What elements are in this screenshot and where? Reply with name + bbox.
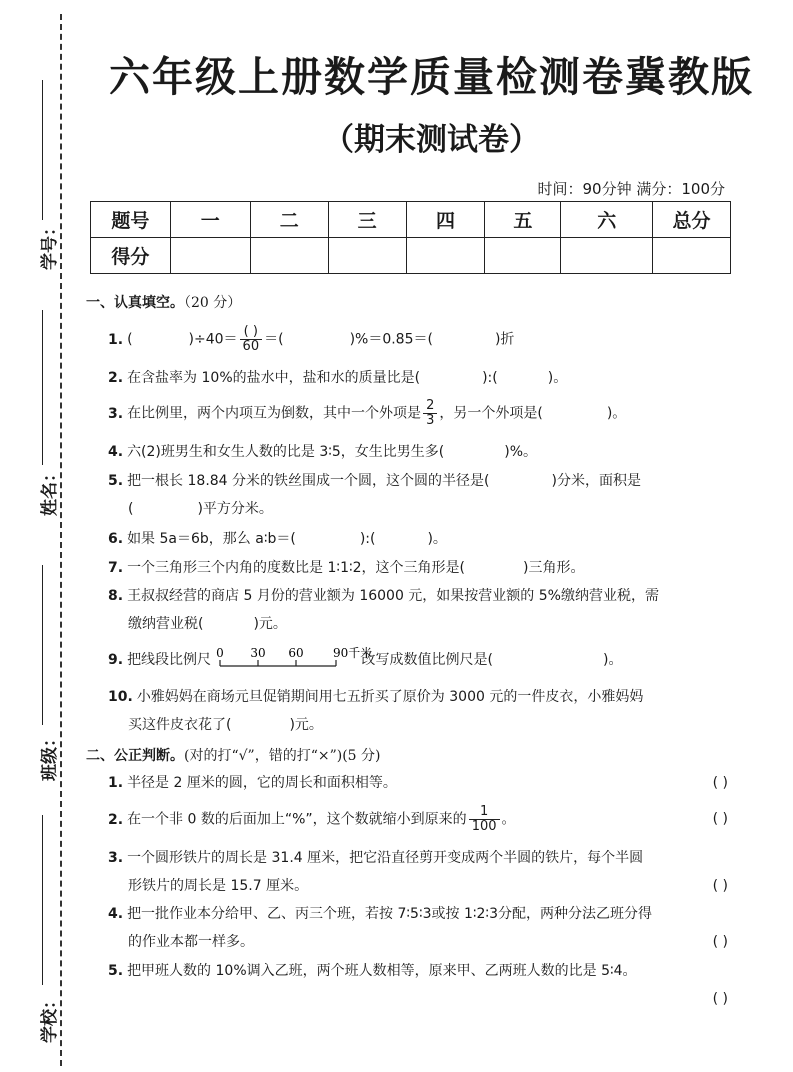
score-header-cell: 二: [250, 202, 328, 238]
section2-title: 二、公正判断。: [86, 748, 184, 764]
q-text: ＝(: [264, 331, 284, 348]
question-number: 4.: [108, 444, 124, 460]
question-continuation: [108, 495, 728, 523]
class-label: 班级：: [40, 730, 60, 781]
student-id-line: [42, 80, 43, 220]
question-continuation: [108, 610, 728, 638]
question-continuation: [108, 711, 728, 739]
student-id-label: 学号：: [40, 219, 60, 270]
q-text: 。: [501, 811, 516, 828]
question-2-4: [108, 900, 728, 956]
question-1-10: [108, 683, 728, 739]
q-text: 小雅妈妈在商场元旦促销期间用七五折买了原价为 3000 元的一件皮衣，小雅妈妈: [136, 689, 644, 705]
q-text: 一个圆形铁片的周长是 31.4 厘米，把它沿直径剪开变成两个半圆的铁片，每个半圆: [127, 850, 644, 866]
question-number: 2.: [108, 811, 124, 828]
exam-title: 六年级上册数学质量检测卷冀教版: [109, 53, 754, 101]
q-text: 一个三角形三个内角的度数比是 1∶1∶2，这个三角形是(: [127, 560, 465, 576]
score-header-cell: 一: [170, 202, 250, 238]
fraction-denominator: 100: [471, 819, 497, 834]
q-text: 形铁片的周长是 15.7 厘米。: [128, 878, 309, 894]
scale-label: 60: [287, 646, 304, 660]
question-2-3: [108, 844, 728, 900]
question-number: 10.: [108, 689, 133, 705]
question-number: 3.: [108, 850, 124, 866]
question-1-4: [108, 438, 728, 466]
q-text: )%＝0.85＝(: [349, 331, 433, 348]
q-text: )元。: [253, 616, 287, 632]
fraction: [423, 399, 437, 428]
question-1-7: [108, 554, 728, 582]
q-text: )元。: [289, 717, 323, 733]
q-text: 改写成数值比例尺是(: [361, 652, 493, 668]
question-1-9: [108, 646, 728, 674]
q-text: (: [128, 501, 134, 517]
score-cell[interactable]: [170, 238, 250, 274]
exam-subtitle: （期末测试卷）: [323, 122, 540, 158]
fraction-denominator: 3: [426, 413, 435, 428]
question-1-6: [108, 525, 728, 553]
q-text: 缴纳营业税(: [128, 616, 204, 632]
q-text: )。: [602, 652, 623, 668]
q-text: )%。: [504, 444, 538, 460]
q-text: 买这件皮衣花了(: [128, 717, 232, 733]
score-cell[interactable]: [561, 238, 653, 274]
section1-title: 一、认真填空。: [86, 295, 184, 311]
q-text: 在含盐率为 10%的盐水中，盐和水的质量比是(: [127, 370, 421, 386]
scale-label: 30: [249, 646, 266, 660]
q-text: )折: [494, 331, 515, 348]
q-text: )。: [606, 405, 627, 422]
q-text: )三角形。: [522, 560, 585, 576]
name-line: [42, 310, 43, 465]
fraction-numerator: 1: [469, 805, 500, 820]
q-text: 半径是 2 厘米的圆，它的周长和面积相等。: [127, 775, 397, 791]
class-line: [42, 565, 43, 725]
q-text: ):(: [359, 531, 376, 547]
section1-points: （20 分）: [184, 295, 242, 311]
judgment-answer-parens[interactable]: ( ): [712, 775, 728, 791]
judgment-answer-parens[interactable]: ( ): [712, 991, 728, 1007]
line-segment-scale: [215, 646, 372, 674]
judgment-answer-parens[interactable]: ( ): [712, 811, 728, 827]
name-label: 姓名：: [40, 465, 60, 516]
score-value-row: [91, 238, 731, 274]
class-field[interactable]: [14, 565, 60, 785]
school-label: 学校：: [40, 992, 60, 1043]
score-row-label: 得分: [91, 238, 171, 274]
school-field[interactable]: [14, 815, 60, 1045]
section1-heading: [86, 292, 241, 312]
section2-note: (对的打“√”，错的打“×”)(5 分): [184, 748, 381, 764]
score-header-cell: 三: [328, 202, 406, 238]
score-table: [90, 201, 731, 274]
q-text: 六(2)班男生和女生人数的比是 3∶5，女生比男生多(: [127, 444, 445, 460]
score-header-cell: 四: [406, 202, 485, 238]
question-number: 9.: [108, 652, 124, 668]
question-number: 3.: [108, 405, 124, 422]
question-number: 5.: [108, 963, 124, 979]
question-1-5: [108, 467, 728, 523]
judgment-answer-parens[interactable]: ( ): [712, 878, 728, 894]
q-text: )÷40＝: [188, 331, 238, 348]
q-text: )。: [547, 370, 568, 386]
question-2-1: [108, 769, 728, 797]
score-header-cell: 五: [485, 202, 561, 238]
score-header-cell: 六: [561, 202, 653, 238]
question-continuation: [108, 872, 728, 900]
score-header-cell: 总分: [653, 202, 731, 238]
name-field[interactable]: [14, 310, 60, 530]
exam-meta: 时间：90分钟 满分：100分: [537, 180, 725, 198]
q-text: 把线段比例尺: [127, 652, 212, 668]
q-text: ，另一个外项是(: [439, 405, 543, 422]
fraction-denominator: 60: [242, 339, 260, 354]
q-text: 王叔叔经营的商店 5 月份的营业额为 16000 元，如果按营业额的 5%缴纳营业税，需: [127, 588, 659, 604]
q-text: )平方分米。: [197, 501, 273, 517]
score-cell[interactable]: [653, 238, 731, 274]
judgment-answer-parens[interactable]: ( ): [712, 934, 728, 950]
question-2-5: [108, 957, 728, 1007]
q-text: )。: [427, 531, 447, 547]
question-1-2: [108, 364, 728, 392]
q-text: 在一个非 0 数的后面加上“%”，这个数就缩小到原来的: [127, 811, 467, 828]
fraction-numerator: 2: [423, 399, 437, 414]
question-number: 1.: [108, 775, 124, 791]
scale-label: 0: [215, 646, 224, 660]
fraction: [469, 805, 500, 834]
question-1-3: [108, 399, 728, 428]
student-id-field[interactable]: [14, 80, 60, 270]
question-number: 6.: [108, 531, 124, 547]
question-1-8: [108, 582, 728, 638]
score-cell[interactable]: [406, 238, 485, 274]
question-number: 2.: [108, 370, 124, 386]
q-text: 把一批作业本分给甲、乙、丙三个班，若按 7∶5∶3或按 1∶2∶3分配，两种分法乙班分得: [127, 906, 652, 922]
fraction-numerator[interactable]: ( ): [240, 325, 263, 340]
question-number: 7.: [108, 560, 124, 576]
question-continuation: [108, 928, 728, 956]
question-2-2: [108, 805, 728, 834]
question-number: 1.: [108, 331, 124, 348]
section2-heading: [86, 745, 381, 765]
score-header-row: [91, 202, 731, 238]
question-number: 8.: [108, 588, 124, 604]
q-text: ):(: [482, 370, 498, 386]
score-cell[interactable]: [328, 238, 406, 274]
binding-dashed-line: [60, 14, 62, 1066]
score-cell[interactable]: [250, 238, 328, 274]
q-text: 把一根长 18.84 分米的铁丝围成一个圆，这个圆的半径是(: [127, 473, 490, 489]
school-line: [42, 815, 43, 985]
score-cell[interactable]: [485, 238, 561, 274]
question-1-1: [108, 325, 728, 354]
question-number: 4.: [108, 906, 124, 922]
q-text: )分米，面积是: [551, 473, 641, 489]
fraction: [240, 325, 263, 354]
q-text: 如果 5a＝6b，那么 a∶b＝(: [127, 531, 296, 547]
q-text: 在比例里，两个内项互为倒数，其中一个外项是: [127, 405, 422, 422]
scale-label: 90千米: [332, 646, 372, 660]
q-text: 把甲班人数的 10%调入乙班，两个班人数相等，原来甲、乙两班人数的比是 5∶4。: [127, 963, 637, 979]
score-header-cell: 题号: [91, 202, 171, 238]
q-text: (: [127, 331, 133, 348]
question-number: 5.: [108, 473, 124, 489]
q-text: 的作业本都一样多。: [128, 934, 254, 950]
